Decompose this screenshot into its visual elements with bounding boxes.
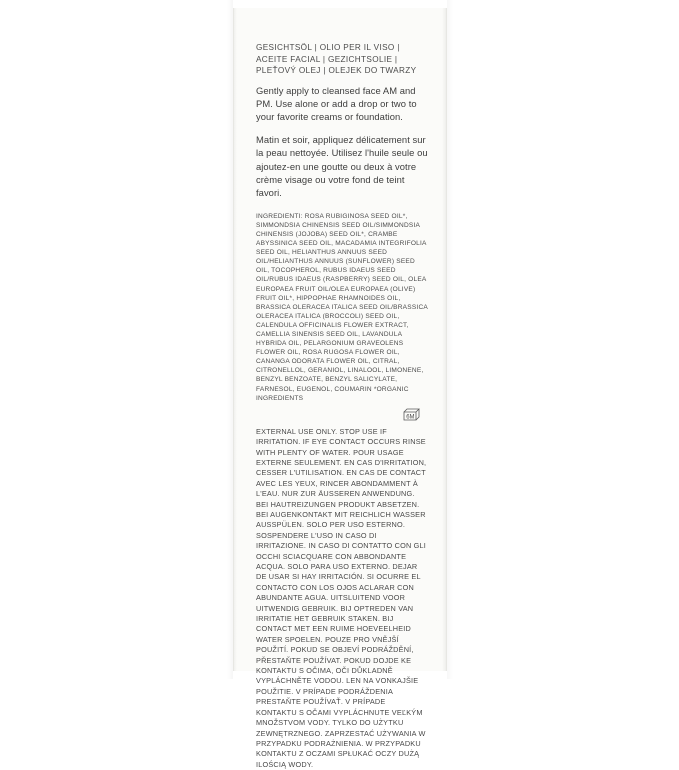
panel-right-shadow — [447, 0, 453, 679]
product-carton-panel — [233, 8, 447, 769]
period-after-opening-icon — [402, 405, 424, 422]
directions-french: Matin et soir, appliquez délicatement sur la peau nettoyée. Utilisez l'huile seule ou ajoutez-en une goutte ou deux à votre crème visage ou votre fond de teint favori. — [256, 133, 428, 199]
language-heading: GESICHTSÖL | OLIO PER IL VISO | ACEITE FACIAL | GEZICHTSOLIE | PLEŤOVÝ OLEJ | OLEJEK DO TWARZY — [256, 43, 417, 75]
directions-english: Gently apply to cleansed face AM and PM. Use alone or add a drop or two to your favorite creams or foundation. — [256, 84, 417, 123]
ingredients-list: INGREDIENTI: ROSA RUBIGINOSA SEED OIL*, SIMMONDSIA CHINENSIS SEED OIL/SIMMONDSIA CHINENSIS (JOJOBA) SEED OIL*, CRAMBE ABYSSINICA SEED OIL, MACADAMIA INTEGRIFOLIA SEED OIL, HELIANTHUS ANNUUS SEED OIL/HELIANTHUS ANNUUS (SUNFLOWER) SEED OIL, TOCOPHEROL, RUBUS IDAEUS SEED OIL/RUBUS IDAEUS (RASPBERRY) SEED OIL, OLEA EUROPAEA FRUIT OIL/OLEA EUROPAEA (OLIVE) FRUIT OIL*, HIPPOPHAE RHAMNOIDES OIL, BRASSICA OLERACEA ITALICA SEED OIL/BRASSICA OLERACEA ITALICA (BROCCOLI) SEED OIL, CALENDULA OFFICINALIS FLOWER EXTRACT, CAMELLIA SINENSIS SEED OIL, LAVANDULA HYBRIDA OIL, PELARGONIUM GRAVEOLENS FLOWER OIL, ROSA RUGOSA FLOWER OIL, CANANGA ODORATA FLOWER OIL, CITRAL, CITRONELLOL, GERANIOL, LINALOOL, LIMONENE, BENZYL BENZOATE, BENZYL SALICYLATE, FARNESOL, EUGENOL, COUMARIN *ORGANIC INGREDIENTS — [256, 212, 428, 402]
label-content — [256, 42, 428, 770]
symbol-row — [256, 405, 428, 423]
directions-block — [256, 84, 428, 200]
svg-text:6M: 6M — [406, 414, 415, 421]
warnings-text: EXTERNAL USE ONLY. STOP USE IF IRRITATION. IF EYE CONTACT OCCURS RINSE WITH PLENTY OF WATER. POUR USAGE EXTERNE SEULEMENT. EN CAS D'IRRITATION, CESSER L'UTILISATION. EN CAS DE CONTACT AVEC LES YEUX, RINCER ABONDAMMENT À L'EAU. NUR ZUR ÄUSSEREN ANWENDUNG. BEI HAUTREIZUNGEN PRODUKT ABSETZEN. BEI AUGENKONTAKT MIT REICHLICH WASSER AUSSPÜLEN. SOLO PER USO ESTERNO. SOSPENDERE L'USO IN CASO DI IRRITAZIONE. IN CASO DI CONTATTO CON GLI OCCHI SCIACQUARE CON ABBONDANTE ACQUA. SOLO PARA USO EXTERNO. DEJAR DE USAR SI HAY IRRITACIÓN. SI OCURRE EL CONTACTO CON LOS OJOS ACLARAR CON ABUNDANTE AGUA. UITSLUITEND VOOR UITWENDIG GEBRUIK. BIJ OPTREDEN VAN IRRITATIE HET GEBRUIK STAKEN. BIJ CONTACT MET EEN RUIME HOEVEELHEID WATER SPOELEN. POUZE PRO VNĚJŠÍ POUŽITÍ. POKUD SE OBJEVÍ PODRÁŽDĚNÍ, PŘESTAŇTE POUŽÍVAT. POKUD DOJDE KE KONTAKTU S OČIMA, OČI DŮKLADNĚ VYPLÁCHNĚTE VODOU. LEN NA VONKAJŠIE POUŽITIE. V PRÍPADE PODRÁŽDENIA PRESTAŇTE POUŽÍVAŤ. V PRÍPADE KONTAKTU S OČAMI VYPLÁCHNUTE VEĽKÝM MNOŽSTVOM VODY. TYLKO DO UŻYTKU ZEWNĘTRZNEGO. ZAPRZESTAĆ UŻYWANIA W PRZYPADKU PODRAŻNIENIA. W PRZYPADKU KONTAKTU Z OCZAMI SPŁUKAĆ OCZY DUŻĄ ILOŚCIĄ WODY. — [256, 426, 427, 769]
